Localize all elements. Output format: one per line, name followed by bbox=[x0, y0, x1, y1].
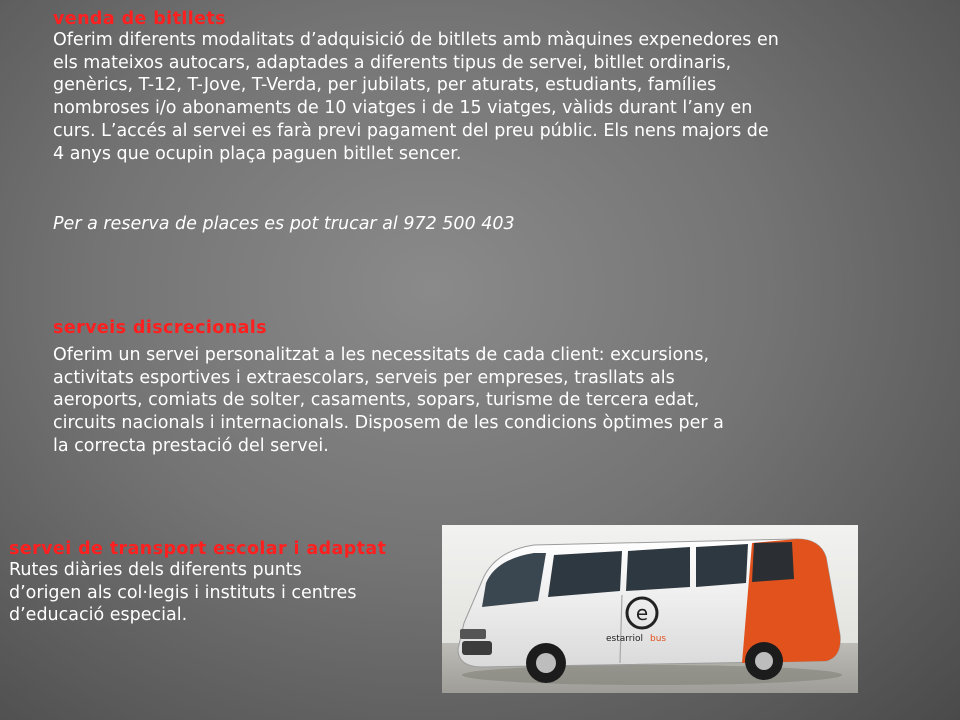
reservation-phone-text: Per a reserva de places es pot trucar al 972 500 403 bbox=[53, 214, 515, 234]
school-transport-heading: servei de transport escolar i adaptat bbox=[9, 539, 387, 559]
school-transport-section bbox=[9, 539, 449, 627]
ticket-sales-section bbox=[53, 9, 943, 165]
bus-logo-letter: e bbox=[635, 601, 649, 625]
school-transport-text: Rutes diàries dels diferents punts d’origen als col·legis i instituts i centres d’educació especial. bbox=[9, 560, 357, 626]
discretionary-services-section bbox=[53, 318, 943, 458]
ticket-sales-text: Oferim diferents modalitats d’adquisició de bitllets amb màquines expenedores en els mateixos autocars, adaptades a diferents tipus de servei, bitllet ordinaris, genèrics, T-12, T-Jove, T-Verda, per jubilats, per aturats, estudiants, famílies nombroses i/o abonaments de 10 viatges i de 15 viatges, vàlids durant l’any en curs. L’accés al servei es farà previ pagament del preu públic. Els nens majors de 4 anys que ocupin plaça paguen bitllet sencer. bbox=[53, 30, 779, 164]
discretionary-services-text: Oferim un servei personalitzat a les necessitats de cada client: excursions, activitats esportives i extraescolars, serveis per empreses, trasllats als aeroports, comiats de solter, casaments, sopars, turisme de tercera edat, circuits nacionals i internacionals. Disposem de les condicions òptimes per a la correcta prestació del servei. bbox=[53, 345, 724, 456]
discretionary-services-heading: serveis discrecionals bbox=[53, 318, 267, 338]
minibus-photo bbox=[442, 525, 858, 693]
ticket-sales-heading: venda de bitllets bbox=[53, 9, 226, 29]
bus-logo-suffix: bus bbox=[650, 634, 667, 644]
bus-logo-text: estarriol bbox=[606, 634, 644, 644]
